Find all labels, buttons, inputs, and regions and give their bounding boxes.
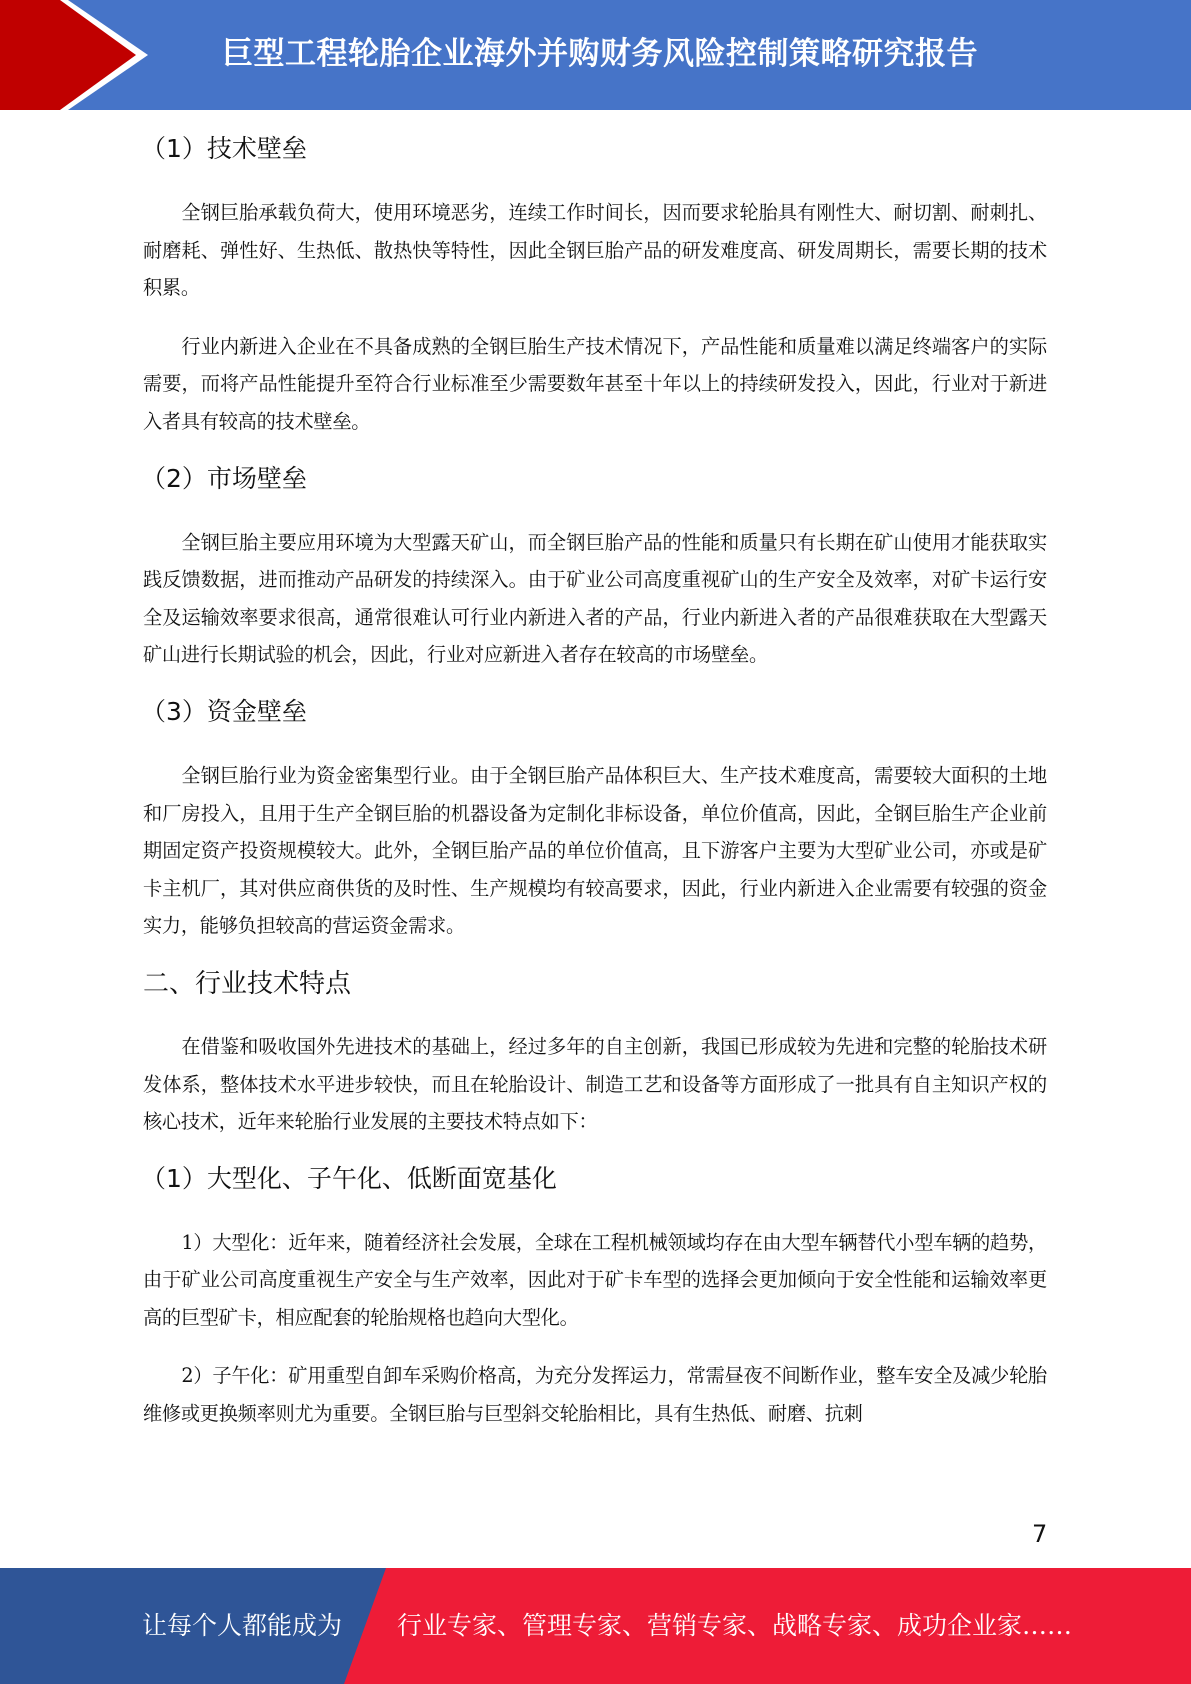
subsection-heading: （3）资金壁垒	[141, 696, 307, 726]
subsection-heading: （2）市场壁垒	[141, 463, 307, 493]
footer-slogan-right: 行业专家、管理专家、营销专家、战略专家、成功企业家……	[397, 1611, 1073, 1640]
subsection-heading: （1）技术壁垒	[141, 134, 307, 163]
report-title: 巨型工程轮胎企业海外并购财务风险控制策略研究报告	[222, 36, 978, 72]
document-body	[143, 120, 1047, 1454]
paragraph: 全钢巨胎主要应用环境为大型露天矿山，而全钢巨胎产品的性能和质量只有长期在矿山使用才能获取实践反馈数据，进而推动产品研发的持续深入。由于矿业公司高度重视矿山的生产安全及效率，对矿卡运行安全及运输效率要求很高，通常很难认可行业内新进入者的产品，行业内新进入者的产品很难获取在大型露天矿山进行长期试验的机会，因此，行业对应新进入者存在较高的市场壁垒。	[143, 530, 1047, 667]
page-footer	[0, 1568, 1191, 1684]
paragraph: 1）大型化：近年来，随着经济社会发展，全球在工程机械领域均存在由大型车辆替代小型车辆的趋势，由于矿业公司高度重视生产安全与生产效率，因此对于矿卡车型的选择会更加倾向于安全性能和运输效率更高的巨型矿卡，相应配套的轮胎规格也趋向大型化。	[143, 1230, 1047, 1329]
paragraph: 全钢巨胎行业为资金密集型行业。由于全钢巨胎产品体积巨大、生产技术难度高，需要较大面积的土地和厂房投入，且用于生产全钢巨胎的机器设备为定制化非标设备，单位价值高，因此，全钢巨胎生产企业前期固定资产投资规模较大。此外，全钢巨胎产品的单位价值高，且下游客户主要为大型矿业公司，亦或是矿卡主机厂，其对供应商供货的及时性、生产规模均有较高要求，因此，行业内新进入企业需要有较强的资金实力，能够负担较高的营运资金需求。	[143, 763, 1047, 938]
page-header	[0, 0, 1191, 110]
subsection-heading: （1）大型化、子午化、低断面宽基化	[141, 1163, 557, 1193]
paragraph: 2）子午化：矿用重型自卸车采购价格高，为充分发挥运力，常需昼夜不间断作业，整车安全及减少轮胎维修或更换频率则尤为重要。全钢巨胎与巨型斜交轮胎相比，具有生热低、耐磨、抗刺	[143, 1364, 1047, 1426]
page-number: 7	[1032, 1520, 1048, 1548]
footer-slogan-left: 让每个人都能成为	[142, 1611, 343, 1640]
chevron-decoration-icon	[0, 0, 200, 110]
paragraph: 在借鉴和吸收国外先进技术的基础上，经过多年的自主创新，我国已形成较为先进和完整的轮胎技术研发体系，整体技术水平进步较快，而且在轮胎设计、制造工艺和设备等方面形成了一批具有自主知识产权的核心技术，近年来轮胎行业发展的主要技术特点如下：	[143, 1034, 1047, 1134]
chevron-shape	[0, 0, 136, 110]
section-heading: 二、行业技术特点	[143, 968, 352, 999]
paragraph: 行业内新进入企业在不具备成熟的全钢巨胎生产技术情况下，产品性能和质量难以满足终端客户的实际需要，而将产品性能提升至符合行业标准至少需要数年甚至十年以上的持续研发投入，因此，行业对于新进入者具有较高的技术壁垒。	[143, 334, 1047, 433]
paragraph: 全钢巨胎承载负荷大，使用环境恶劣，连续工作时间长，因而要求轮胎具有刚性大、耐切割、耐刺扎、耐磨耗、弹性好、生热低、散热快等特性，因此全钢巨胎产品的研发难度高、研发周期长，需要长期的技术积累。	[143, 201, 1047, 300]
